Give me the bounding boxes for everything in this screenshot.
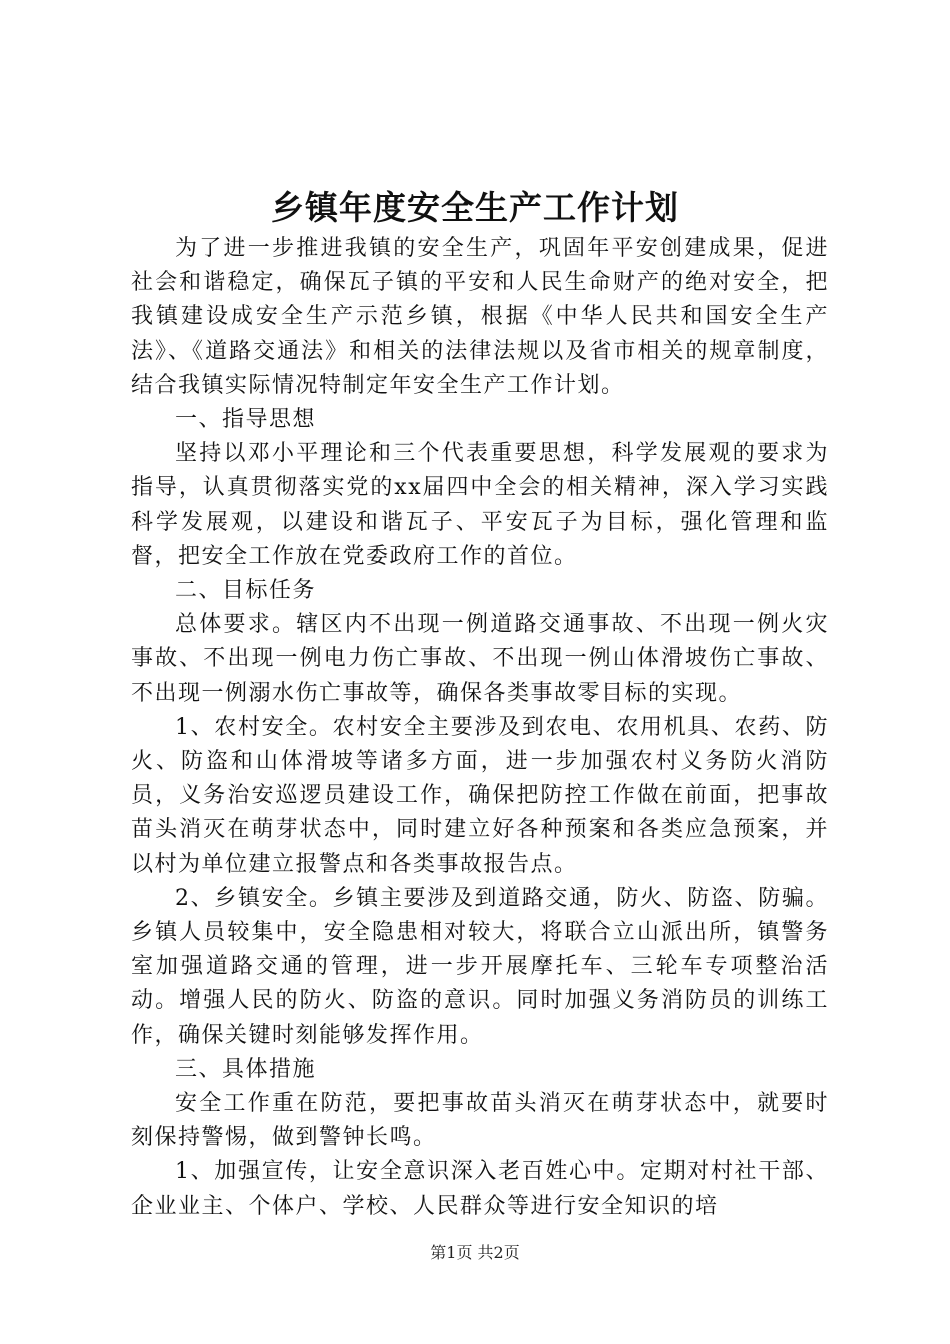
township-safety-paragraph: 2、乡镇安全。乡镇主要涉及到道路交通，防火、防盗、防骗。乡镇人员较集中，安全隐患相对较大，将联合立山派出所，镇警务室加强道路交通的管理，进一步开展摩托车、三轮车专项整治活动。增强人民的防火、防盗的意识。同时加强义务消防员的训练工作，确保关键时刻能够发挥作用。	[131, 885, 829, 1048]
guiding-ideology-paragraph: 坚持以邓小平理论和三个代表重要思想，科学发展观的要求为指导，认真贯彻落实党的xx届四中全会的相关精神，深入学习实践科学发展观，以建设和谐瓦子、平安瓦子为目标，强化管理和监督，把安全工作放在党委政府工作的首位。	[131, 441, 829, 569]
publicity-paragraph: 1、加强宣传，让安全意识深入老百姓心中。定期对村社干部、企业业主、个体户、学校、人民群众等进行安全知识的培	[131, 1159, 829, 1219]
overall-requirements-paragraph: 总体要求。辖区内不出现一例道路交通事故、不出现一例火灾事故、不出现一例电力伤亡事故、不出现一例山体滑坡伤亡事故、不出现一例溺水伤亡事故等，确保各类事故零目标的实现。	[131, 612, 829, 706]
intro-paragraph: 为了进一步推进我镇的安全生产，巩固年平安创建成果，促进社会和谐稳定，确保瓦子镇的平安和人民生命财产的绝对安全，把我镇建设成安全生产示范乡镇，根据《中华人民共和国安全生产法》、《道路交通法》和相关的法律法规以及省市相关的规章制度，结合我镇实际情况特制定年安全生产工作计划。	[131, 236, 829, 398]
rural-safety-paragraph: 1、农村安全。农村安全主要涉及到农电、农用机具、农药、防火、防盗和山体滑坡等诸多方面，进一步加强农村义务防火消防员，义务治安巡逻员建设工作，确保把防控工作做在前面，把事故苗头消灭在萌芽状态中，同时建立好各种预案和各类应急预案，并以村为单位建立报警点和各类事故报告点。	[131, 714, 829, 877]
section-heading-goals: 二、目标任务	[175, 578, 317, 604]
document-body	[131, 232, 829, 1224]
page-footer: 第1页 共2页	[430, 1243, 520, 1262]
prevention-paragraph: 安全工作重在防范，要把事故苗头消灭在萌芽状态中，就要时刻保持警惕，做到警钟长鸣。	[131, 1091, 829, 1151]
section-heading-measures: 三、具体措施	[175, 1056, 317, 1082]
section-heading-guiding-ideology: 一、指导思想	[175, 407, 317, 433]
document-title: 乡镇年度安全生产工作计划	[271, 188, 679, 227]
